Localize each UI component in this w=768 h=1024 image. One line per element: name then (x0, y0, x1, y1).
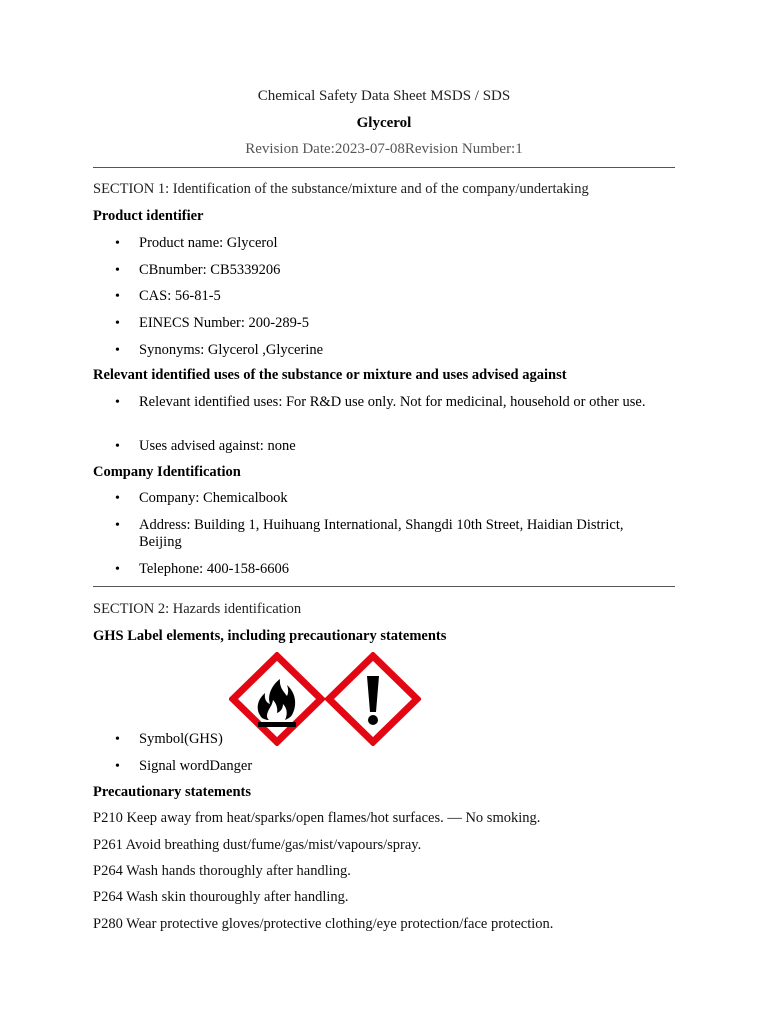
bullet-icon: • (115, 395, 120, 410)
sds-page: Chemical Safety Data Sheet MSDS / SDS Glycerol Revision Date:2023-07-08Revision Number:1 SECTION 1: Identification of the substance/mixture and of the company/undertaking Product identifier • Product name: Glycerol • CBnumber: CB5339206 • CAS: 56-81-5 • EINECS Number: 200-289-5 • Synonyms: Glycerol ,Glycerine Relevant identified uses of the substance or mixture and uses advised against • Relevant identified uses: For R&D use only. Not for medicinal, household or other use. • Uses advised against: none Company Identification • Company: Chemicalbook • Address: Building 1, Huihuang International, Shangdi 10th Street, Haidian District, Beijing • Telephone: 400-158-6606 SECTION 2: Hazards identification GHS Label elements, including precautionary statements • Symbol(GHS) • Signal wordDanger Precautionary statements P210 Keep away from heat/sparks/open flames/hot surfaces. — No smoking. P261 Avoid breathing dust/fume/gas/mist/vapours/spray. P264 Wash hands thoroughly after handling. P264 Wash skin thouroughly after handling. P280 Wear protective gloves/protective clothing/eye protection/face protection. (0, 0, 768, 1024)
product-identifier-heading: Product identifier (93, 208, 204, 224)
bullet-icon: • (115, 439, 120, 454)
precautionary-statement: P280 Wear protective gloves/protective clothing/eye protection/face protection. (93, 916, 554, 932)
ghs-label-heading: GHS Label elements, including precautionary statements (93, 628, 447, 644)
precautionary-statement: P264 Wash hands thoroughly after handling. (93, 863, 351, 879)
section-1-heading: SECTION 1: Identification of the substance/mixture and of the company/undertaking (93, 181, 589, 197)
bullet-icon: • (115, 263, 120, 278)
bullet-icon: • (115, 236, 120, 251)
substance-name: Glycerol (356, 115, 412, 131)
precautionary-statement: P210 Keep away from heat/sparks/open flames/hot surfaces. — No smoking. (93, 810, 541, 826)
section-2-heading: SECTION 2: Hazards identification (93, 601, 302, 617)
uses-heading: Relevant identified uses of the substance or mixture and uses advised against (93, 367, 567, 383)
revision-info: Revision Date:2023-07-08Revision Number:1 (245, 141, 523, 157)
bullet-icon: • (115, 759, 120, 774)
precautionary-statement: P264 Wash skin thouroughly after handling. (93, 889, 349, 905)
bullet-icon: • (115, 732, 120, 747)
bullet-icon: • (115, 343, 120, 358)
bullet-icon: • (115, 491, 120, 506)
company-heading: Company Identification (93, 464, 241, 480)
bullet-icon: • (115, 289, 120, 304)
precautionary-heading: Precautionary statements (93, 784, 251, 800)
document-title: Chemical Safety Data Sheet MSDS / SDS (257, 88, 511, 104)
divider (93, 167, 675, 168)
bullet-icon: • (115, 518, 120, 533)
precautionary-statement: P261 Avoid breathing dust/fume/gas/mist/vapours/spray. (93, 837, 422, 853)
bullet-icon: • (115, 316, 120, 331)
bullet-icon: • (115, 562, 120, 577)
divider (93, 586, 675, 587)
